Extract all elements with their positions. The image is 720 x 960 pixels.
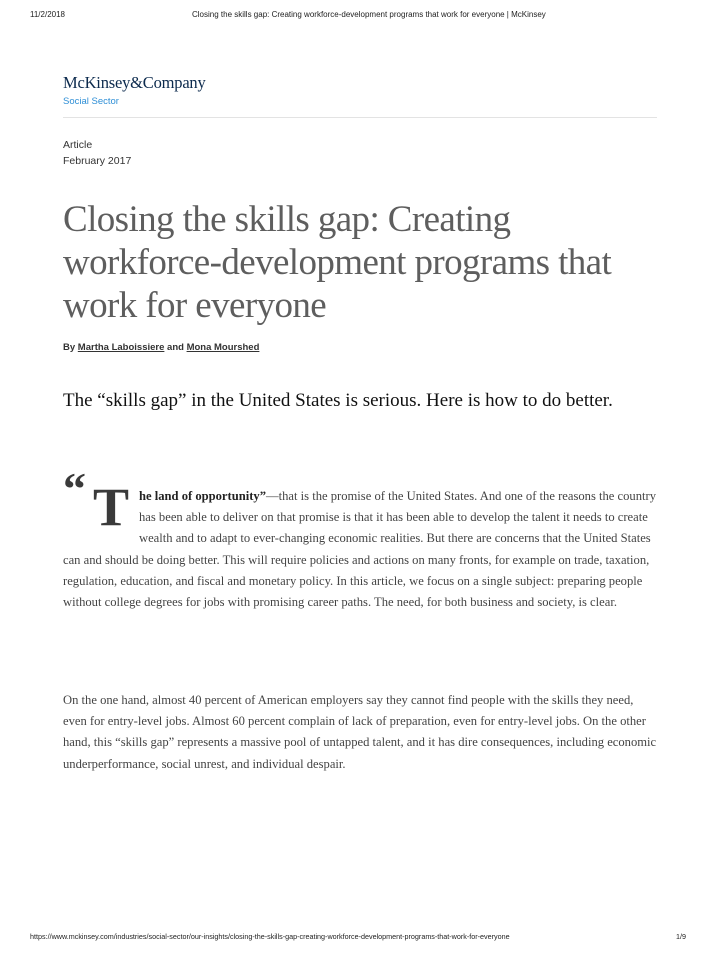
print-date: 11/2/2018 bbox=[30, 10, 65, 19]
author-link-2[interactable]: Mona Mourshed bbox=[186, 342, 260, 353]
header-divider bbox=[63, 117, 657, 118]
print-page-title: Closing the skills gap: Creating workforce-development programs that work for everyone | McKinsey bbox=[192, 10, 546, 19]
lead-in-text: he land of opportunity” bbox=[139, 489, 267, 503]
mckinsey-logo[interactable]: McKinsey&Company bbox=[63, 73, 206, 92]
paragraph-1-text: —that is the promise of the United States. And one of the reasons the country has been able to deliver on that promise is that it has been able to develop the talent it needs to create wealth and to adapt to ever-changing economic realities. But there are concerns that the United States can and should be doing better. This will require policies and actions on many fronts, for example on trade, taxation, regulation, education, and fiscal and monetary policy. In this article, we focus on a single subject: preparing people without college degrees for jobs with promising career paths. The need, for both business and society, is clear. bbox=[63, 489, 656, 610]
article-headline: Closing the skills gap: Creating workforce-development programs that work for everyone bbox=[63, 199, 612, 326]
article-deck: The “skills gap” in the United States is serious. Here is how to do better. bbox=[63, 390, 613, 411]
byline-prefix: By bbox=[63, 342, 76, 353]
sector-link[interactable]: Social Sector bbox=[63, 96, 119, 107]
byline-conjunction: and bbox=[167, 342, 184, 353]
brand-header bbox=[63, 73, 206, 107]
author-link-1[interactable]: Martha Laboissiere bbox=[77, 342, 165, 353]
body-paragraph-1 bbox=[63, 463, 659, 613]
byline bbox=[63, 342, 259, 353]
dropcap-block bbox=[63, 463, 139, 537]
article-type: Article bbox=[63, 139, 93, 151]
article-meta bbox=[63, 137, 131, 169]
dropcap-letter: T bbox=[93, 477, 130, 537]
page-number: 1/9 bbox=[676, 932, 686, 941]
page-url: https://www.mckinsey.com/industries/social-sector/our-insights/closing-the-skills-gap-creating-workforce-development-programs-that-work-for-everyone bbox=[30, 932, 510, 941]
article-date: February 2017 bbox=[63, 155, 132, 167]
open-quote-mark: “ bbox=[63, 463, 86, 514]
body-paragraph-2: On the one hand, almost 40 percent of American employers say they cannot find people with the skills they need, even for entry-level jobs. Almost 60 percent complain of lack of preparation, even for entry-level jobs. On the other hand, this “skills gap” represents a massive pool of untapped talent, and it has dire consequences, including economic underperformance, social unrest, and individual despair. bbox=[63, 693, 657, 771]
